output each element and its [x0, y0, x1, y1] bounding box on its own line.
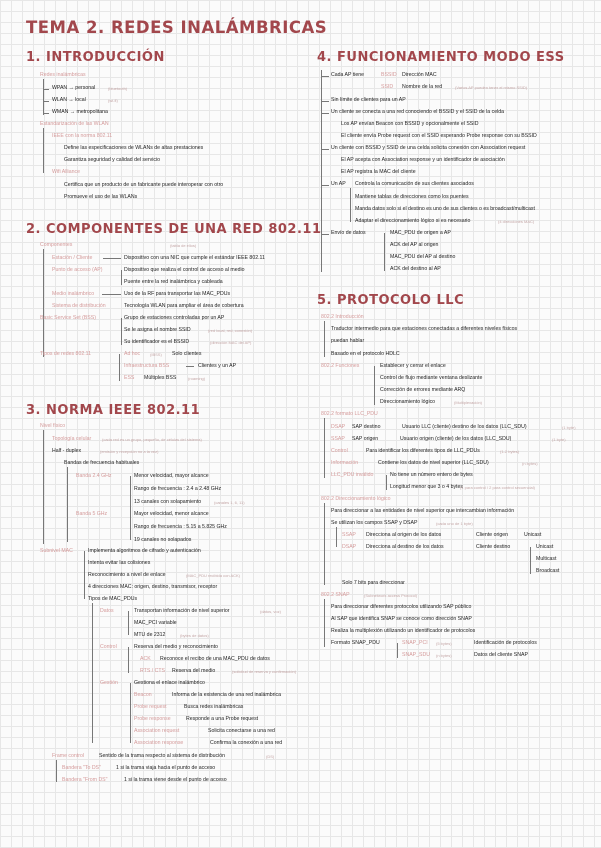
topologia-note: (cada red es un grupo, pequeño, de células del sistema) [102, 437, 202, 442]
wman-item: WMAN → metropolitana [52, 109, 108, 115]
wlan-item: WLAN → local [52, 97, 86, 103]
label-subnivel-mac: Subnivel MAC [40, 548, 73, 554]
label-direccionamiento: 802.2 Direccionamiento lógico [321, 496, 391, 502]
bracket-line [386, 475, 387, 490]
bandas-heading: Bandas de frecuencia habituales [64, 460, 140, 466]
intro-2: Basado en el protocolo HDLC [331, 351, 400, 357]
label-infra: Infraestructura BSS [124, 363, 170, 369]
adhoc-def: Solo clientes [172, 351, 202, 357]
ap-def-2: Puente entre la red inalámbrica y cableada [124, 279, 223, 285]
ssid-note: (Varios AP pueden tener el mismo SSID) [455, 85, 528, 90]
bracket-line [130, 683, 131, 743]
branch-line [321, 76, 329, 77]
conocido-2: El cliente envía Probe request con el SSID esperando Probe response con su BSSID [341, 133, 537, 139]
ssap-a: SAP origen [352, 436, 379, 442]
ssap-note: (1 byte) [552, 437, 566, 442]
bracket-line [530, 547, 531, 574]
control-def: Reserva del medio y reconocimiento [134, 644, 218, 650]
un-ap-def: Controla la comunicación de sus clientes asociados [355, 181, 474, 187]
cada-ap: Cada AP tiene [331, 72, 365, 78]
label-s-ssap: SSAP [342, 532, 356, 538]
b24-3: 13 canales con solapamiento [134, 499, 202, 505]
control-llc-note: (1-2 bytes) [500, 449, 520, 454]
mac-2: Intenta evitar las colisiones [88, 560, 151, 566]
funcion-4-note: (Multiplexación) [454, 400, 483, 405]
b5-2: Rango de frecuencia : 5.15 a 5.825 GHz [134, 524, 227, 530]
branch-line [321, 113, 329, 114]
info-note: (n bytes) [522, 461, 538, 466]
dsap-b: Usuario LLC (cliente) destino de los datos (LLC_SDU) [402, 424, 527, 430]
bracket-line [128, 647, 129, 673]
ess-def: Múltiples BSS [144, 375, 177, 381]
label-nivel-fisico: Nivel físico [40, 423, 66, 429]
ess-note: (roaming) [188, 376, 206, 381]
bracket-line [324, 418, 325, 478]
label-ssap: SSAP [331, 436, 345, 442]
label-snap-pci: SNAP_PCI [402, 640, 428, 646]
datos-2: MAC_PCI variable [134, 620, 177, 626]
branch-line [43, 113, 49, 114]
envio: Envío de datos [331, 230, 366, 236]
bss-note-2: (red local, red, conexión) [208, 328, 253, 333]
envio-2: ACK del AP al origen [390, 242, 439, 248]
label-snap-sdu: SNAP_SDU [402, 652, 430, 658]
datos-3-note: (bytes de datos) [180, 633, 209, 638]
to-ds-def: 1 si la trama viaja hacia el punto de acceso [116, 765, 216, 771]
assoc-req-def: Solicita conectarse a una red [208, 728, 275, 734]
label-bssid: BSSID [381, 72, 397, 78]
bracket-line [324, 321, 325, 357]
section-2-heading: 2. COMPONENTES DE UNA RED 802.11 [26, 222, 322, 237]
bracket-line [92, 603, 93, 743]
un-ap: Un AP [331, 181, 346, 187]
snap-pci-note: (5 bytes) [436, 641, 452, 646]
snap-sdu-note: (n bytes) [436, 653, 452, 658]
section-3-heading: 3. NORMA IEEE 802.11 [26, 403, 201, 418]
label-dsap: DSAP [331, 424, 346, 430]
componentes-note: (tabla de ellos) [170, 243, 197, 248]
section-1-heading: 1. INTRODUCCIÓN [26, 50, 165, 65]
bracket-line [128, 611, 129, 635]
label-s-dsap: DSAP [342, 544, 357, 550]
un-ap-2: Manda datos solo si el destino es uno de sus clientes o es broadcast/multicast [355, 206, 535, 212]
section-4-heading: 4. FUNCIONAMIENTO MODO ESS [317, 50, 565, 65]
solo-7-bits: Solo 7 bits para direccionar [342, 580, 405, 586]
wlan-note: (wi-fi) [108, 98, 118, 103]
gestion-def: Gestiona el enlace inalámbrico [134, 680, 205, 686]
bracket-line [384, 233, 385, 271]
label-adhoc: Ad hoc [124, 351, 141, 357]
s-ssap-value: Unicast [524, 532, 542, 538]
estacion-def: Dispositivo con una NIC que cumple el estándar IEEE 802.11 [124, 255, 265, 261]
b5-3: 19 canales no solapados [134, 537, 192, 543]
un-ap-3-note: (4 direcciones MAC) [498, 219, 535, 224]
dir-2-note: (cada uno de 1 byte) [436, 521, 473, 526]
wpan-item: WPAN → personal [52, 85, 96, 91]
label-llc-invalido: LLC_PDU inválido [331, 472, 374, 478]
conocido: Un cliente se conecta a una red conociendo el BSSID y el SSID de la celda [331, 109, 505, 115]
bracket-line [324, 503, 325, 585]
connector-line [103, 258, 121, 259]
frame-note: (DS) [266, 754, 275, 759]
bss-def-3: Su identificador es el BSSID [124, 339, 190, 345]
sistema-def: Tecnología WLAN para ampliar el área de cobertura [124, 303, 244, 309]
wifi-def-2: Promueve el uso de las WLANs [64, 194, 138, 200]
label-tipos-redes: Tipos de redes 802.11 [40, 351, 92, 357]
snap-4: Formato SNAP_PDU [331, 640, 380, 646]
envio-4: ACK del destino al AP [390, 266, 441, 272]
branch-line [321, 101, 329, 102]
invalido-1: No tiene un número entero de bytes [390, 472, 473, 478]
ssid-def: Nombre de la red [402, 84, 443, 90]
frame-def: Sentido de la trama respecto al sistema de distribución [99, 753, 226, 759]
label-banda-5: Banda 5 GHz [76, 511, 108, 517]
label-ess: ESS [124, 375, 135, 381]
label-topologia: Topología celular [52, 436, 92, 442]
rts-note: (solicitud de reserva y confirmación) [232, 669, 297, 674]
s-dsap-v3: Broadcast [536, 568, 560, 574]
label-ssid: SSID [381, 84, 394, 90]
bracket-line [336, 527, 337, 547]
label-frame-control: Frame control [52, 753, 84, 759]
invalido-2-note: (1 para control / 2 para control secuencial) [460, 485, 535, 490]
bss-def-1: Grupo de estaciones controladas por un AP [124, 315, 225, 321]
intro-1: Traductor intermedio para que estaciones conectadas a diferentes niveles físicos [331, 326, 518, 332]
conocido-1: Los AP envían Beacon con BSSID y opcionalmente el SSID [341, 121, 479, 127]
bracket-line [121, 270, 122, 285]
bracket-line [397, 643, 398, 658]
label-estandarizacion: Estandarización de las WLAN [40, 121, 109, 127]
label-ack: ACK [140, 656, 151, 662]
label-from-ds: Bandera "From DS" [62, 777, 108, 783]
un-ap-3: Adaptar el direccionamiento lógico si es necesario [355, 218, 471, 224]
label-banda-24: Banda 2.4 GHz [76, 473, 112, 479]
ieee-def-2: Garantiza seguridad y calidad del servicio [64, 157, 161, 163]
sin-limite: Sin límite de clientes para un AP [331, 97, 406, 103]
datos-3: MTU de 2312 [134, 632, 166, 638]
probe-resp-def: Responde a una Probe request [186, 716, 259, 722]
un-ap-1: Mantiene tablas de direcciones como los puentes [355, 194, 469, 200]
tipos-pdu: Tipos de MAC_PDUs [88, 596, 138, 602]
envio-3: MAC_PDU del AP al destino [390, 254, 456, 260]
assoc-2: El AP registra la MAC del cliente [341, 169, 416, 175]
page-title: TEMA 2. REDES INALÁMBRICAS [26, 18, 328, 37]
rts-def: Reserva del medio [172, 668, 216, 674]
datos-1-note: (datos, voz) [260, 609, 281, 614]
snap-1: Para direccionar diferentes protocolos utilizando SAP público [331, 604, 472, 610]
half-duplex: Half - duplex [52, 448, 82, 454]
assoc: Un cliente con BSSID y SSID de una celda solicita conexión con Association request [331, 145, 526, 151]
bracket-line [324, 599, 325, 647]
b24-2: Rango de frecuencia : 2.4 a 2.48 GHz [134, 486, 222, 492]
label-probe-resp: Probe response [134, 716, 171, 722]
s-dsap-v1: Unicast [536, 544, 554, 550]
label-rts: RTS / CTS [140, 668, 165, 674]
label-ieee: IEEE con la norma 802.11 [52, 133, 113, 139]
label-estacion: Estación / Cliente [52, 255, 93, 261]
label-beacon: Beacon [134, 692, 152, 698]
label-snap: 802.2 SNAP [321, 592, 350, 598]
section-5-heading: 5. PROTOCOLO LLC [317, 293, 465, 308]
branch-line [321, 149, 329, 150]
snap-pci-def: Identificación de protocolos [474, 640, 537, 646]
funcion-1: Establecer y cerrar el enlace [380, 363, 446, 369]
bss-def-2: Se le asigna el nombre SSID [124, 327, 191, 333]
funcion-2: Control de flujo mediante ventana deslizante [380, 375, 483, 381]
wifi-def-1: Certifica que un producto de un fabricante puede interoperar con otro [64, 182, 224, 188]
b24-1: Menor velocidad, mayor alcance [134, 473, 209, 479]
from-ds-def: 1 si la trama viene desde el punto de acceso [124, 777, 227, 783]
invalido-2: Longitud menor que 3 o 4 bytes [390, 484, 463, 490]
ssap-b: Usuario origen (cliente) de los datos (LLC_SDU) [400, 436, 512, 442]
intro-1b: puedan hablar [331, 338, 365, 344]
branch-line [43, 89, 49, 90]
probe-req-def: Busca redes inalámbricas [184, 704, 244, 710]
label-datos: Datos [100, 608, 114, 614]
bracket-line [84, 551, 85, 599]
label-intro: 802.2 Introducción [321, 314, 364, 320]
bracket-line [43, 249, 44, 357]
bracket-line [43, 79, 44, 115]
infra-def: Clientes y un AP [198, 363, 237, 369]
s-ssap-client: Cliente origen [476, 532, 509, 538]
label-bss: Basic Service Set (BSS) [40, 315, 96, 321]
funcion-3: Corrección de errores mediante ARQ [380, 387, 466, 393]
beacon-def: Informa de la existencia de una red inalámbrica [172, 692, 281, 698]
branch-line [321, 185, 329, 186]
snap-sdu-def: Datos del cliente SNAP [474, 652, 528, 658]
label-formato: 802.2 formato LLC_PDU [321, 411, 378, 417]
mac-3: Reconocimiento a nivel de enlace [88, 572, 166, 578]
half-note: (emisión y recepción no a la vez) [100, 449, 159, 454]
label-informacion: Información [331, 460, 359, 466]
dir-1: Para direccionar a las entidades de nivel superior que intercambian información [331, 508, 515, 514]
snap-2: Al SAP que identifica SNAP se conoce como dirección SNAP [331, 616, 472, 622]
dsap-note: (1 byte) [562, 425, 576, 430]
ieee-def-1: Define las especificaciones de WLANs de altas prestaciones [64, 145, 204, 151]
label-wifi: Wifi Alliance [52, 169, 80, 175]
assoc-resp-def: Confirma la conexión a una red [210, 740, 283, 746]
funcion-4: Direccionamiento lógico [380, 399, 436, 405]
envio-1: MAC_PDU de origen a AP [390, 230, 451, 236]
label-assoc-resp: Association response [134, 740, 184, 746]
label-gestion: Gestión [100, 680, 118, 686]
label-to-ds: Bandera "To DS" [62, 765, 101, 771]
s-ssap-def: Direcciona al origen de los datos [366, 532, 442, 538]
s-dsap-v2: Multicast [536, 556, 557, 562]
bracket-line [56, 760, 57, 782]
ack-def: Reconoce el recibo de una MAC_PDU de datos [160, 656, 270, 662]
medio-def: Uso de la RF para transportar las MAC_PDUs [124, 291, 231, 297]
s-dsap-client: Cliente destino [476, 544, 511, 550]
bracket-line [119, 354, 120, 381]
mac-3-note: (MAC_PDU recibida con ACK) [186, 573, 241, 578]
connector-line [186, 366, 194, 367]
label-componentes: Componentes [40, 242, 73, 248]
snap-3: Realiza la multiplexión utilizando un identificador de protocolos [331, 628, 476, 634]
label-assoc-req: Association request [134, 728, 180, 734]
assoc-1: El AP acepta con Association response y un identificador de asociación [341, 157, 505, 163]
bss-note-3: (dirección MAC del AP) [210, 340, 252, 345]
label-ap: Punto de acceso (AP) [52, 267, 103, 273]
label-control: Control [100, 644, 117, 650]
snap-note: (Subnetwork access Protocol) [364, 593, 418, 598]
label-control-llc: Control [331, 448, 348, 454]
mac-4: 4 direcciones MAC: origen, destino, transmisor, receptor [88, 584, 218, 590]
ap-def-1: Dispositivo que realiza el control de acceso al medio [124, 267, 245, 273]
bracket-line [67, 467, 68, 542]
bracket-line [130, 476, 131, 516]
bracket-line [43, 128, 44, 173]
b24-3-note: (canales 1, 6, 11) [214, 500, 245, 505]
b5-1: Mayor velocidad, menor alcance [134, 511, 209, 517]
mac-1: Implementa algoritmos de cifrado y autenticación [88, 548, 201, 554]
bracket-line [350, 188, 351, 222]
label-medio: Medio inalámbrico [52, 291, 95, 297]
connector-line [102, 294, 121, 295]
label-probe-req: Probe request [134, 704, 167, 710]
bracket-line [121, 318, 122, 345]
dir-2: Se utilizan los campos SSAP y DSAP [331, 520, 418, 526]
s-dsap-def: Direcciona al destino de los datos [366, 544, 444, 550]
bracket-line [130, 514, 131, 540]
branch-line [321, 234, 329, 235]
dsap-a: SAP destino [352, 424, 381, 430]
bracket-line [43, 430, 44, 544]
bracket-line [374, 366, 375, 405]
control-llc-def: Para identificar los diferentes tipos de LLC_PDUs [366, 448, 480, 454]
label-funciones: 802.2 Funciones [321, 363, 360, 369]
datos-1: Transportan información de nivel superior [134, 608, 230, 614]
info-def: Contiene los datos de nivel superior (LLC_SDU) [378, 460, 489, 466]
bssid-def: Dirección MAC [402, 72, 437, 78]
label-redes: Redes inalámbricas [40, 72, 86, 78]
branch-line [43, 101, 49, 102]
label-sistema: Sistema de distribución [52, 303, 106, 309]
wpan-note: (bluetooth) [108, 86, 128, 91]
adhoc-note: (IBSS) [150, 352, 162, 357]
